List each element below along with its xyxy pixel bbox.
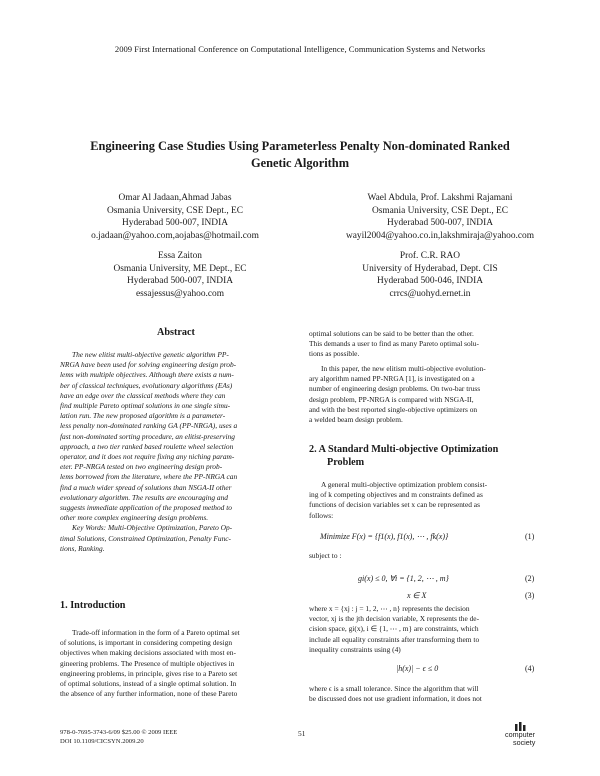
author-names: Essa Zaiton bbox=[157, 251, 202, 261]
text-line: A general multi-objective optimization problem consist- bbox=[321, 480, 488, 489]
abstract-line: have an edge over the classical methods where they can bbox=[60, 390, 226, 400]
right-para-3 bbox=[309, 480, 541, 521]
text-line: ing of k competing objectives and m constraints defined as bbox=[309, 490, 483, 500]
author-names: Wael Abdula, Prof. Lakshmi Rajamani bbox=[367, 193, 513, 203]
right-para-2 bbox=[309, 364, 541, 425]
abstract-line: less penalty non-dominated ranking GA (PP-NRGA), uses a bbox=[60, 421, 238, 431]
author-block-3 bbox=[80, 250, 280, 300]
text-line: include all equality constraints after transforming them to bbox=[309, 634, 480, 644]
equation-1: Minimize F(x) = {f1(x), f1(x), ⋯ , fk(x)} bbox=[320, 532, 449, 541]
intro-line: of optimal solutions, instead of a single optimal solution. In bbox=[60, 679, 237, 689]
section-2-heading-line-1: 2. A Standard Multi-objective Optimization bbox=[309, 444, 499, 455]
text-line: where x = {xj : j = 1, 2, ⋯ , n} represents the decision bbox=[309, 604, 470, 613]
author-address: Hyderabad 500-007, INDIA bbox=[387, 218, 493, 229]
abstract-line: lation run. The new proposed algorithm is a parameter- bbox=[60, 411, 226, 421]
right-para-1 bbox=[309, 329, 541, 360]
equation-4-number: (4) bbox=[525, 664, 535, 673]
intro-line: gineering problems. The Presence of multiple objectives in bbox=[60, 658, 235, 668]
author-email[interactable]: o.jadaan@yahoo.com,aojabas@hotmail.com bbox=[91, 230, 259, 241]
logo-text-society: society bbox=[513, 737, 536, 747]
text-line: be discussed does not use gradient information, it does not bbox=[309, 694, 482, 704]
intro-line: objectives when making decisions associated with most en- bbox=[60, 648, 236, 658]
section-2-heading-line-2: Problem bbox=[327, 457, 365, 468]
equation-2-number: (2) bbox=[525, 574, 535, 583]
abstract-line: find a much wider spread of solutions than NSGA-II other bbox=[60, 482, 232, 492]
text-line: optimal solutions can be said to be better than the other. bbox=[309, 329, 474, 338]
author-email[interactable]: wayil2004@yahoo.co.in,lakshmiraja@yahoo.com bbox=[345, 230, 535, 241]
text-line: In this paper, the new elitism multi-objective evolution- bbox=[321, 364, 486, 373]
text-line: where ϵ is a small tolerance. Since the algorithm that will bbox=[309, 684, 479, 693]
text-line: tions as possible. bbox=[309, 349, 360, 359]
abstract-line: other more complex engineering design problems. bbox=[60, 513, 209, 523]
author-affiliation: University of Hyderabad, Dept. CIS bbox=[362, 263, 498, 274]
author-affiliation: Osmania University, ME Dept., EC bbox=[113, 263, 247, 274]
right-para-5 bbox=[309, 684, 541, 704]
right-para-4 bbox=[309, 604, 541, 655]
introduction-heading: 1. Introduction bbox=[60, 600, 126, 611]
author-address: Hyderabad 500-046, INDIA bbox=[377, 276, 483, 287]
author-block-2 bbox=[320, 192, 560, 242]
text-line: cision space, gi(x), i ∈ {1, ⋯ , m} are constraints, which bbox=[309, 624, 479, 634]
paper-title bbox=[40, 138, 560, 172]
author-block-4 bbox=[315, 250, 545, 300]
author-address: Hyderabad 500-007, INDIA bbox=[127, 276, 233, 287]
title-line-1: Engineering Case Studies Using Parameterless Penalty Non-dominated Ranked bbox=[90, 139, 510, 153]
logo-text bbox=[505, 731, 535, 746]
introduction-body bbox=[60, 628, 292, 699]
abstract-line: lems with multiple objectives. Although there exists a num- bbox=[60, 370, 234, 380]
title-line-2: Genetic Algorithm bbox=[250, 156, 350, 170]
page-number: 51 bbox=[298, 729, 306, 738]
abstract-line: find multiple Pareto optimal solutions in one single simu- bbox=[60, 401, 231, 411]
computer-society-logo bbox=[505, 722, 560, 748]
abstract-line: evolutionary algorithm. The results are encouraging and bbox=[60, 492, 228, 502]
intro-line: Trade-off information in the form of a Pareto optimal set bbox=[72, 628, 240, 637]
text-line: vector, xj is the jth decision variable, X represents the de- bbox=[309, 614, 480, 624]
intro-line: the absence of any further information, none of these Pareto bbox=[60, 689, 238, 699]
citation-line[interactable]: ary algorithm named PP-NRGA [1], is investigated on a bbox=[309, 374, 475, 384]
abstract-line: NRGA have been used for solving engineering design prob- bbox=[60, 360, 237, 370]
abstract-line: ber of classical techniques, evolutionary algorithms (EAs) bbox=[60, 380, 233, 390]
abstract-line: operator, and it does not require fixing any niching param- bbox=[60, 452, 235, 462]
abstract-line: lems borrowed from the literature, where the PP-NRGA can bbox=[60, 472, 238, 482]
author-address: Hyderabad 500-007, INDIA bbox=[122, 218, 228, 229]
intro-line: of solutions, is important in considering competing design bbox=[60, 638, 233, 648]
author-email[interactable]: essajessus@yahoo.com bbox=[135, 288, 225, 299]
equation-4: |h(x)| − ϵ ≤ 0 bbox=[396, 664, 439, 673]
footer-doi: DOI 10.1109/CICSYN.2009.20 bbox=[60, 738, 144, 745]
abstract-line: eter. PP-NRGA tested on two engineering design prob- bbox=[60, 462, 223, 472]
text-line: functions of decision variables set x can be represented as bbox=[309, 500, 480, 510]
author-email[interactable]: crrcs@uohyd.ernet.in bbox=[389, 288, 471, 299]
author-affiliation: Osmania University, CSE Dept., EC bbox=[371, 205, 509, 216]
abstract-heading: Abstract bbox=[157, 327, 195, 338]
text-line: a welded beam design problem. bbox=[309, 415, 403, 425]
abstract-line: fast non-dominated sorting procedure, an elitist-preserving bbox=[60, 431, 235, 441]
text-line: number of engineering design problems. On two-bar truss bbox=[309, 384, 481, 394]
abstract-body bbox=[60, 350, 292, 554]
equation-3-number: (3) bbox=[525, 591, 535, 600]
text-line: follows: bbox=[309, 510, 334, 520]
section-2-heading bbox=[309, 443, 549, 469]
footer-citation bbox=[60, 728, 177, 746]
abstract-line: suggests immediate application of the proposed method to bbox=[60, 503, 232, 513]
keywords-line: tions, Ranking. bbox=[60, 543, 105, 553]
abstract-line: The new elitist multi-objective genetic algorithm PP- bbox=[72, 350, 229, 359]
keywords-line: Key Words: Multi-Objective Optimization, Pareto Op- bbox=[72, 523, 233, 533]
equation-2: gi(x) ≤ 0, ∀i = {1, 2, ⋯ , m} bbox=[358, 574, 449, 583]
text-line: and with the best reported single-objective optimizers on bbox=[309, 404, 478, 414]
equation-1-number: (1) bbox=[525, 532, 535, 541]
logo-text-computer: computer bbox=[505, 730, 535, 739]
text-line: design problem, PP-NRGA is compared with NSGA-II, bbox=[309, 394, 474, 404]
intro-line: engineering problems, in principle, gives rise to a Pareto set bbox=[60, 668, 238, 678]
text-line: inequality constraints using (4) bbox=[309, 644, 401, 654]
keywords-line: timal Solutions, Constrained Optimization, Penalty Func- bbox=[60, 533, 232, 543]
abstract-line: approach, a two tier ranked based roulette wheel selection bbox=[60, 441, 234, 451]
author-names: Omar Al Jadaan,Ahmad Jabas bbox=[118, 193, 232, 203]
conference-header: 2009 First International Conference on Computational Intelligence, Communication Systems and Networks bbox=[114, 44, 486, 54]
equation-3: x ∈ X bbox=[407, 591, 427, 600]
footer-isbn: 978-0-7695-3743-6/09 $25.00 © 2009 IEEE bbox=[60, 729, 178, 736]
subject-to-label: subject to : bbox=[309, 551, 342, 560]
author-names: Prof. C.R. RAO bbox=[399, 251, 461, 261]
author-affiliation: Osmania University, CSE Dept., EC bbox=[106, 205, 244, 216]
text-line: This demands a user to find as many Pareto optimal solu- bbox=[309, 339, 479, 349]
author-block-1 bbox=[60, 192, 290, 242]
